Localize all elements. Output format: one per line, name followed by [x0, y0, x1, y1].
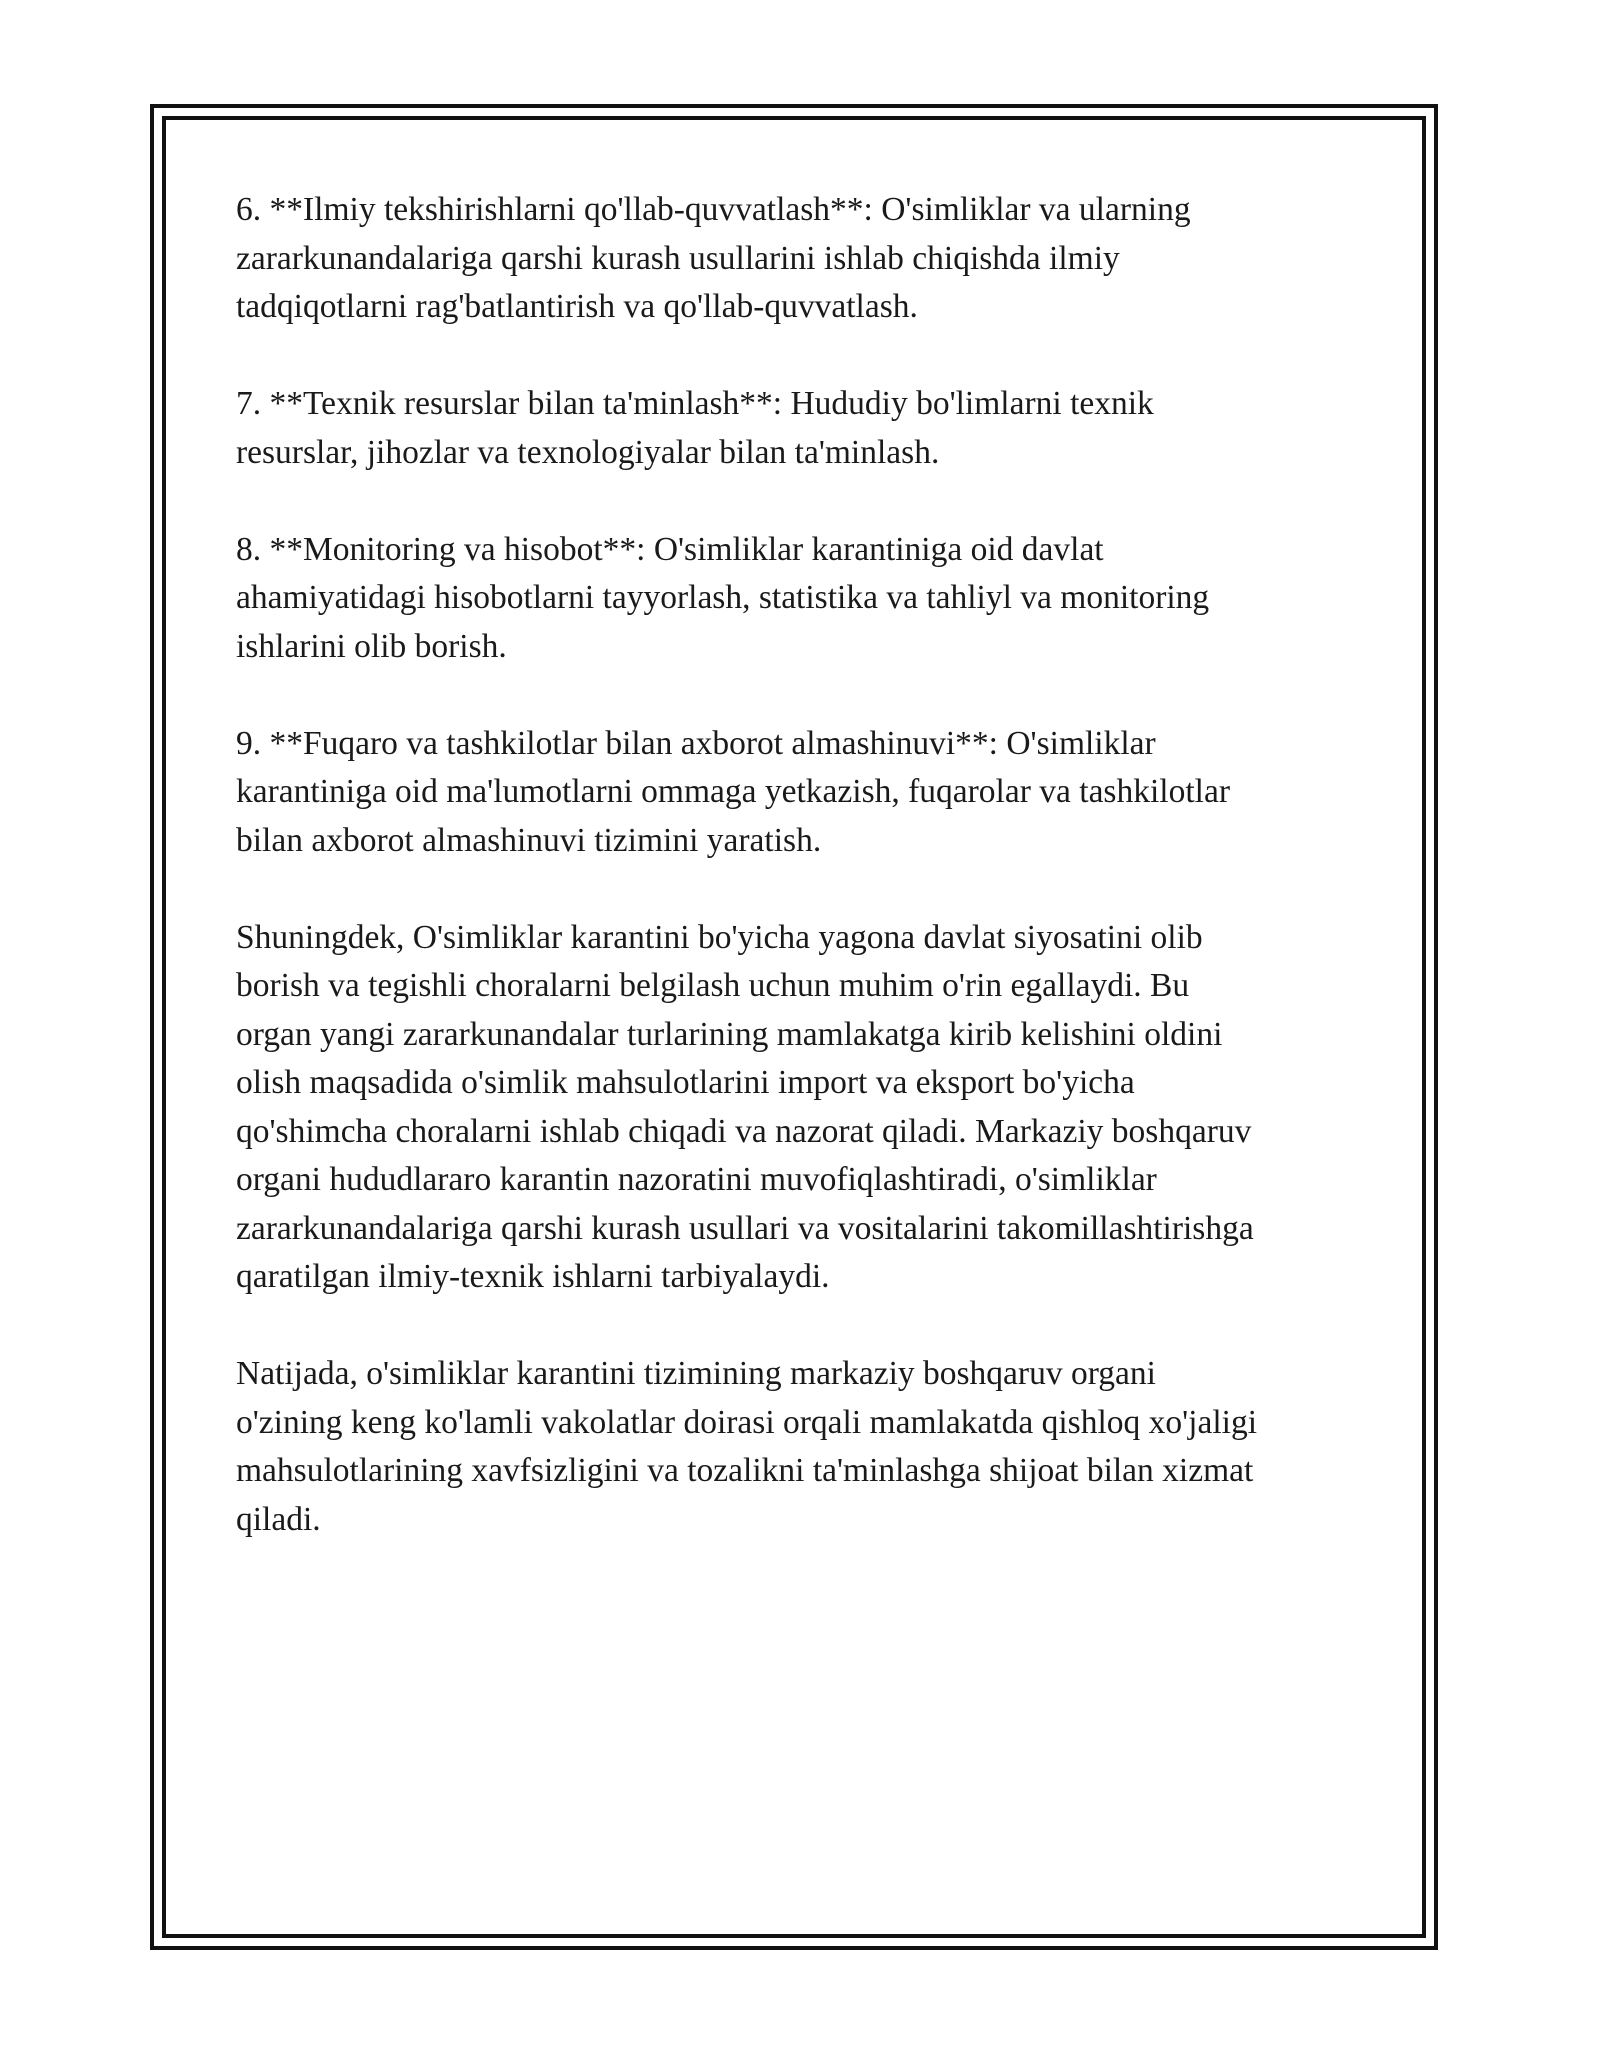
text-line: Natijada, o'simliklar karantini tizimining markaziy boshqaruv organi [236, 1355, 1156, 1392]
text-line: bilan axborot almashinuvi tizimini yaratish. [236, 821, 822, 859]
text-line: borish va tegishli choralarni belgilash uchun muhim o'rin egallaydi. Bu [236, 967, 1190, 1004]
text-line: 8. **Monitoring va hisobot**: O'simliklar karantiniga oid davlat [236, 530, 1104, 568]
paragraph-item-9 [236, 720, 1366, 866]
text-line: olish maqsadida o'simlik mahsulotlarini import va eksport bo'yicha [236, 1064, 1135, 1101]
paragraph-item-6 [236, 186, 1366, 332]
paragraph-natijada [236, 1350, 1366, 1544]
text-line: 6. **Ilmiy tekshirishlarni qo'llab-quvvatlash**: O'simliklar va ularning [236, 191, 1191, 228]
text-line: 7. **Texnik resurslar bilan ta'minlash**: Hududiy bo'limlarni texnik [236, 385, 1154, 422]
paragraph-item-8 [236, 526, 1366, 672]
text-line: Shuningdek, O'simliklar karantini bo'yicha yagona davlat siyosatini olib [236, 918, 1203, 956]
text-line: ishlarini olib borish. [236, 627, 507, 665]
document-body [236, 186, 1366, 1593]
text-line: qaratilgan ilmiy-texnik ishlarni tarbiyalaydi. [236, 1258, 830, 1295]
text-line: zararkunandalariga qarshi kurash usullari va vositalarini takomillashtirishga [236, 1209, 1254, 1247]
text-line: qo'shimcha choralarni ishlab chiqadi va nazorat qiladi. Markaziy boshqaruv [236, 1112, 1252, 1150]
paragraph-shuningdek [236, 914, 1366, 1302]
text-line: mahsulotlarining xavfsizligini va tozalikni ta'minlashga shijoat bilan xizmat [236, 1452, 1254, 1489]
paragraph-item-7 [236, 380, 1366, 477]
text-line: organi hududlararo karantin nazoratini muvofiqlashtiradi, o'simliklar [236, 1161, 1157, 1198]
text-line: organ yangi zararkunandalar turlarining mamlakatga kirib kelishini oldini [236, 1015, 1223, 1053]
text-line: ahamiyatidagi hisobotlarni tayyorlash, statistika va tahliyl va monitoring [236, 579, 1210, 616]
text-line: 9. **Fuqaro va tashkilotlar bilan axborot almashinuvi**: O'simliklar [236, 724, 1156, 762]
text-line: tadqiqotlarni rag'batlantirish va qo'llab-quvvatlash. [236, 288, 918, 325]
text-line: resurslar, jihozlar va texnologiyalar bilan ta'minlash. [236, 433, 940, 471]
text-line: karantiniga oid ma'lumotlarni ommaga yetkazish, fuqarolar va tashkilotlar [236, 773, 1230, 810]
text-line: qiladi. [236, 1500, 321, 1538]
text-line: o'zining keng ko'lamli vakolatlar doirasi orqali mamlakatda qishloq xo'jaligi [236, 1403, 1258, 1441]
text-line: zararkunandalariga qarshi kurash usullarini ishlab chiqishda ilmiy [236, 239, 1120, 277]
